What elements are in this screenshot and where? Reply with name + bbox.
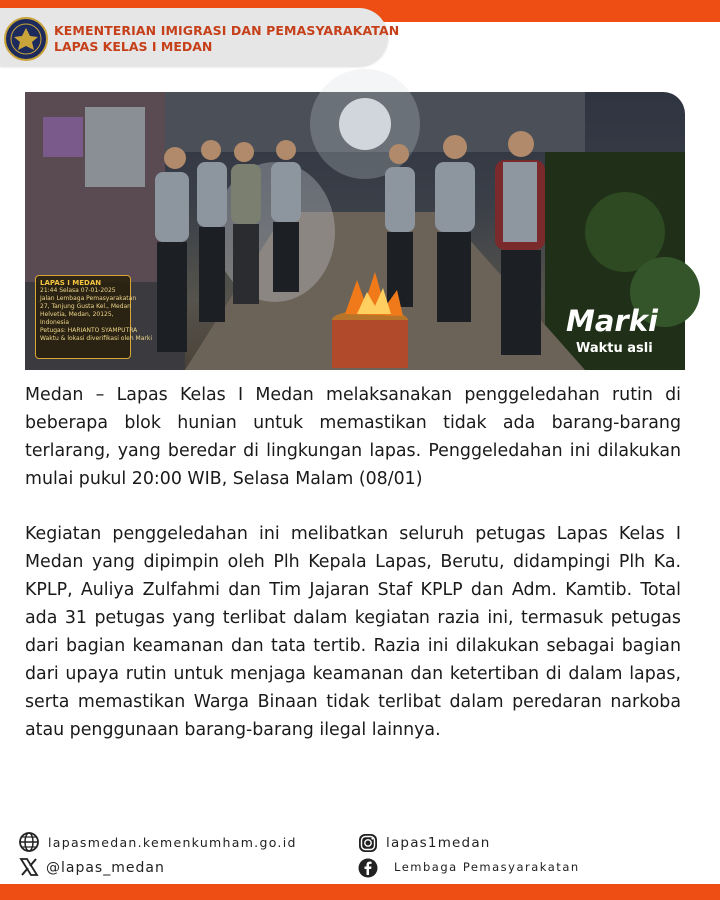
badge-line: Petugas: HARIANTO SYAMPUTRA — [40, 327, 138, 334]
article-paragraph-1: Medan – Lapas Kelas I Medan melaksanakan penggeledahan rutin di beberapa blok hunian untuk memastikan tidak ada barang-barang terlarang, yang beredar di lingkungan lapas. Penggeledahan ini dilakukan mulai pukul 20:00 WIB, Selasa Malam (08/01) — [25, 385, 681, 489]
globe-icon — [18, 831, 40, 853]
instagram-icon — [358, 833, 378, 853]
instagram-link[interactable]: lapas1medan — [386, 835, 491, 851]
website-link[interactable]: lapasmedan.kemenkumham.go.id — [48, 835, 297, 850]
facebook-icon — [358, 858, 378, 878]
badge-line: Indonesia — [40, 319, 70, 326]
facebook-link[interactable]: Lembaga Pemasyarakatan — [394, 860, 580, 874]
badge-title: LAPAS I MEDAN — [40, 279, 102, 287]
marki-watermark: Marki — [566, 304, 658, 338]
x-twitter-icon — [19, 857, 39, 877]
header-subtitle: LAPAS KELAS I MEDAN — [54, 39, 213, 54]
badge-line: 27, Tanjung Gusta Kel., Medan — [40, 303, 131, 310]
header-title: KEMENTERIAN IMIGRASI DAN PEMASYARAKATAN — [54, 23, 400, 38]
article-paragraph-2: Kegiatan penggeledahan ini melibatkan seluruh petugas Lapas Kelas I Medan yang dipimpin oleh Plh Kepala Lapas, Berutu, didampingi Plh Ka. KPLP, Auliya Zulfahmi dan Tim Jajaran Staf KPLP dan Adm. Kamtib. Total ada 31 petugas yang terlibat dalam kegiatan razia ini, termasuk petugas dari bagian keamanan dan tata tertib. Razia ini dilakukan sebagai bagian dari upaya rutin untuk menjaga keamanan dan ketertiban di dalam lapas, serta memastikan Warga Binaan tidak terlibat dalam peredaran narkoba atau penggunaan barang-barang ilegal lainnya. — [25, 524, 681, 740]
ministry-logo — [4, 17, 48, 61]
photo-timestamp-badge — [35, 275, 153, 359]
badge-line: 21:44 Selasa 07-01-2025 — [40, 287, 116, 294]
marki-watermark-sub: Waktu asli — [576, 341, 653, 356]
badge-line: Jalan Lembaga Pemasyarakatan — [40, 295, 137, 302]
badge-line: Helvetia, Medan, 20125, — [40, 311, 114, 318]
twitter-link[interactable]: @lapas_medan — [46, 860, 165, 876]
bottom-accent-bar — [0, 884, 720, 900]
badge-line: Waktu & lokasi diverifikasi oleh Marki — [40, 335, 153, 342]
news-photo — [25, 92, 685, 370]
